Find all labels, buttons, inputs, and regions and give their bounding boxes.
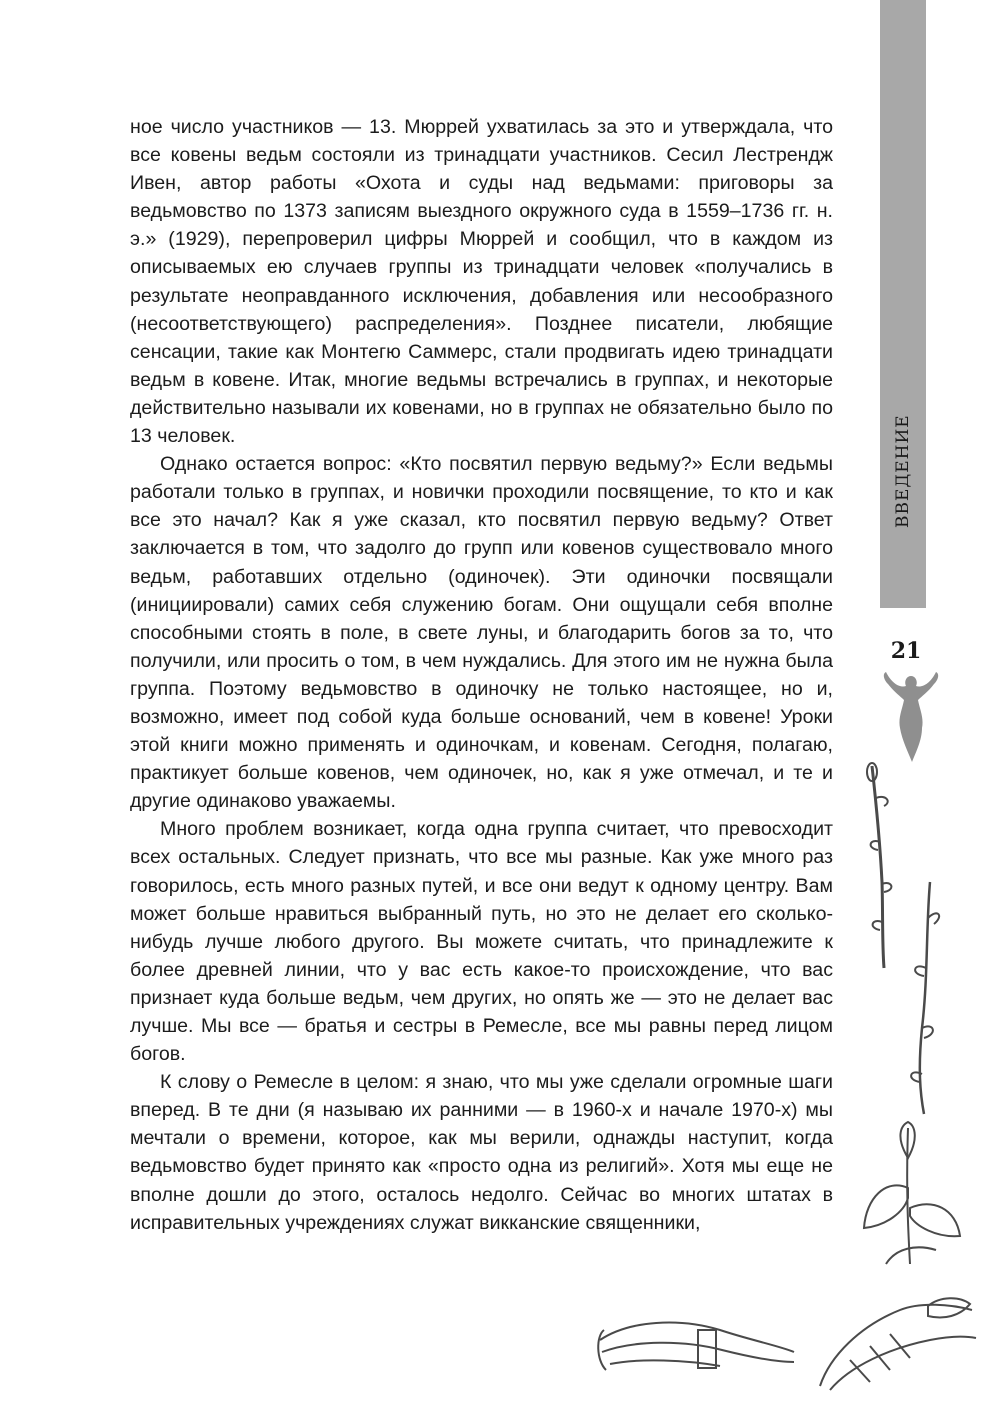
chapter-side-tab xyxy=(880,0,926,608)
paragraph-4: К слову о Ремесле в целом: я знаю, что мы уже сделали огромные шаги вперед. В те дни (я называю их ранними — в 1960-х и начале 1970-х) мы мечтали о времени, которое, как мы верили, однажды наступит, когда ведьмовство будет принято как «просто одна из религий». Хотя мы еще не вполне дошли до этого, осталось недолго. Сейчас во многих штатах в исправительных учреждениях служат викканские священники, xyxy=(130,1071,833,1234)
plant-branch-icon xyxy=(900,878,950,1118)
herb-bundle-icon xyxy=(590,1300,800,1386)
herb-leaves-icon xyxy=(856,1118,966,1268)
paragraph-1: ное число участников — 13. Мюррей ухватилась за это и утверждала, что все ковены ведьм состояли из тринадцати участников. Сесил Лестрендж Ивен, автор работы «Охота и суды над ведьмами: приговоры за ведьмовство по 1373 записям выездного окружного суда в 1559–1736 гг. н. э.» (1929), перепроверил цифры Мюррей и сообщил, что в каждом из описываемых ею случаев группы из тринадцати человек «получались в результате неоправданного исключения, добавления или несообразного (несоответствующего) распределения». Позднее писатели, любящие сенсации, такие как Монтегю Саммерс, стали продвигать идею тринадцати ведьм в ковене. Итак, многие ведьмы встречались в группах, и некоторые действительно называли их ковенами, но в группах не обязательно было по 13 человек. xyxy=(130,116,833,448)
chapter-label: ВВЕДЕНИЕ xyxy=(893,414,913,528)
goddess-figure-icon xyxy=(878,666,944,766)
paragraph-3: Много проблем возникает, когда одна группа считает, что превосходит всех остальных. Следует признать, что все мы разные. Как уже много раз говорилось, есть много разных путей, и все они ведут к одному центру. Вам может больше нравиться выбранный путь, но это не делает его сколько-нибудь лучше любого другого. Вы можете считать, что принадлежите к более древней линии, что у вас есть какое-то происхождение, что вас признает куда больше ведьм, чем других, но опять же — это не делает вас лучше. Мы все — братья и сестры в Ремесле, все мы равны перед лицом богов. xyxy=(130,818,833,1066)
flower-bundle-icon xyxy=(810,1296,980,1392)
body-text xyxy=(130,113,833,1237)
page-number: 21 xyxy=(890,638,922,664)
paragraph-2: Однако остается вопрос: «Кто посвятил первую ведьму?» Если ведьмы работали только в группах, и новички проходили посвящение, то кто и как все это начал? Как я уже сказал, кто посвятил первую ведьму? Ответ заключается в том, что задолго до групп или ковенов существовало много ведьм, работавших отдельно (одиночек). Эти одиночки посвящали (инициировали) самих себя служению богам. Они ощущали себя вполне способными стоять в поле, в свете луны, и благодарить богов за то, что получили, или просить о том, в чем нуждались. Для этого им не нужна была группа. Поэтому ведьмовство в одиночку не только настоящее, но и, возможно, имеет под собой куда больше оснований, чем в ковене! Уроки этой книги можно применять и одиночкам, и ковенам. Сегодня, полагаю, практикует больше ковенов, чем одиночек, но, как я уже отмечал, и те и другие одинаково уважаемы. xyxy=(130,453,833,813)
